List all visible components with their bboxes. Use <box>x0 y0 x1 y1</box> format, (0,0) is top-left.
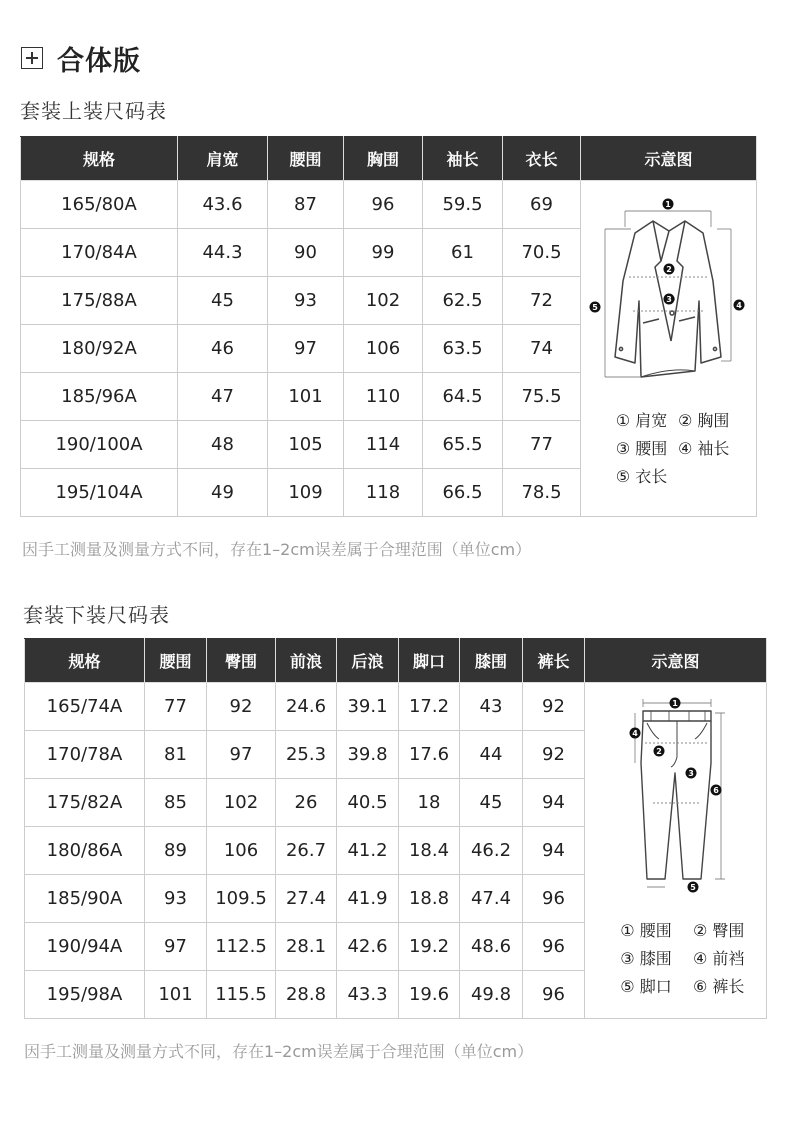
header-hip: 臀围 <box>207 639 276 683</box>
jacket-diagram <box>581 181 755 515</box>
measurement-cell: 114 <box>344 421 423 469</box>
measurement-cell: 99 <box>344 229 423 277</box>
measurement-cell: 46.2 <box>460 827 523 875</box>
size-spec-cell: 175/82A <box>25 779 145 827</box>
marker-1-label: 1 <box>665 200 671 209</box>
measurement-cell: 66.5 <box>423 469 503 517</box>
measurement-cell: 49.8 <box>460 971 523 1019</box>
measurement-cell: 110 <box>344 373 423 421</box>
measurement-cell: 96 <box>523 875 585 923</box>
measurement-cell: 63.5 <box>423 325 503 373</box>
measurement-cell: 49 <box>178 469 268 517</box>
measurement-cell: 92 <box>523 731 585 779</box>
diagram-cell <box>581 181 757 517</box>
header-leg-opening: 脚口 <box>399 639 460 683</box>
legend-leg-opening: ⑤ 脚口 <box>620 977 672 996</box>
measurement-cell: 17.2 <box>399 683 460 731</box>
measurement-cell: 17.6 <box>399 731 460 779</box>
marker-2-label: 2 <box>656 747 662 756</box>
bottom-size-table <box>24 638 767 1019</box>
measurement-cell: 118 <box>344 469 423 517</box>
measurement-cell: 27.4 <box>276 875 337 923</box>
top-size-table <box>20 136 757 517</box>
measurement-cell: 62.5 <box>423 277 503 325</box>
marker-5-label: 5 <box>690 883 696 892</box>
measurement-cell: 44 <box>460 731 523 779</box>
size-spec-cell: 165/74A <box>25 683 145 731</box>
measurement-cell: 106 <box>344 325 423 373</box>
fit-title: 合体版 <box>57 45 141 77</box>
legend-hip: ② 臀围 <box>693 921 745 940</box>
header-spec: 规格 <box>21 137 178 181</box>
measurement-cell: 101 <box>145 971 207 1019</box>
measurement-cell: 40.5 <box>337 779 399 827</box>
measurement-cell: 42.6 <box>337 923 399 971</box>
measurement-cell: 105 <box>268 421 344 469</box>
bottom-header-row <box>25 639 767 683</box>
measurement-cell: 48 <box>178 421 268 469</box>
size-spec-cell: 170/78A <box>25 731 145 779</box>
measurement-cell: 75.5 <box>503 373 581 421</box>
size-spec-cell: 195/98A <box>25 971 145 1019</box>
measurement-cell: 43.6 <box>178 181 268 229</box>
header-back-rise: 后浪 <box>337 639 399 683</box>
measurement-cell: 18.8 <box>399 875 460 923</box>
plus-icon <box>21 47 43 69</box>
measurement-cell: 96 <box>523 971 585 1019</box>
measurement-cell: 92 <box>523 683 585 731</box>
measurement-cell: 102 <box>207 779 276 827</box>
top-header-row <box>21 137 757 181</box>
measurement-cell: 93 <box>268 277 344 325</box>
measurement-cell: 18 <box>399 779 460 827</box>
legend-waist: ① 腰围 <box>620 921 672 940</box>
header-shoulder: 肩宽 <box>178 137 268 181</box>
measurement-cell: 72 <box>503 277 581 325</box>
measurement-cell: 93 <box>145 875 207 923</box>
measurement-cell: 94 <box>523 779 585 827</box>
marker-5-label: 5 <box>592 303 598 312</box>
measurement-cell: 90 <box>268 229 344 277</box>
header-front-rise: 前浪 <box>276 639 337 683</box>
measurement-cell: 19.2 <box>399 923 460 971</box>
header-waist: 腰围 <box>268 137 344 181</box>
measurement-cell: 46 <box>178 325 268 373</box>
measurement-cell: 89 <box>145 827 207 875</box>
measurement-cell: 24.6 <box>276 683 337 731</box>
jacket-legend <box>605 407 729 491</box>
marker-6-label: 6 <box>713 786 719 795</box>
size-spec-cell: 185/90A <box>25 875 145 923</box>
jacket-illustration-icon <box>581 181 755 391</box>
measurement-cell: 109 <box>268 469 344 517</box>
marker-1-label: 1 <box>672 699 678 708</box>
measurement-cell: 43.3 <box>337 971 399 1019</box>
measurement-cell: 92 <box>207 683 276 731</box>
measurement-cell: 97 <box>145 923 207 971</box>
marker-4-label: 4 <box>632 729 638 738</box>
diagram-cell <box>585 683 767 1019</box>
measurement-cell: 115.5 <box>207 971 276 1019</box>
measurement-cell: 112.5 <box>207 923 276 971</box>
measurement-cell: 44.3 <box>178 229 268 277</box>
measurement-cell: 59.5 <box>423 181 503 229</box>
measurement-cell: 106 <box>207 827 276 875</box>
measurement-cell: 64.5 <box>423 373 503 421</box>
bottom-size-table-title: 套装下装尺码表 <box>23 603 170 627</box>
size-spec-cell: 190/94A <box>25 923 145 971</box>
legend-shoulder: ① 肩宽 <box>615 411 668 430</box>
size-spec-cell: 190/100A <box>21 421 178 469</box>
measurement-cell: 28.1 <box>276 923 337 971</box>
measurement-cell: 47.4 <box>460 875 523 923</box>
pants-illustration-icon <box>585 683 765 893</box>
measurement-cell: 45 <box>460 779 523 827</box>
measurement-cell: 47 <box>178 373 268 421</box>
legend-knee: ③ 膝围 <box>620 949 672 968</box>
measurement-cell: 39.8 <box>337 731 399 779</box>
marker-4-label: 4 <box>736 301 742 310</box>
marker-2-label: 2 <box>666 265 672 274</box>
measurement-cell: 39.1 <box>337 683 399 731</box>
measurement-cell: 48.6 <box>460 923 523 971</box>
header-length: 衣长 <box>503 137 581 181</box>
legend-front-rise: ④ 前裆 <box>693 949 745 968</box>
measurement-cell: 81 <box>145 731 207 779</box>
legend-waist: ③ 腰围 <box>615 439 668 458</box>
size-spec-cell: 175/88A <box>21 277 178 325</box>
measurement-cell: 26 <box>276 779 337 827</box>
measurement-cell: 109.5 <box>207 875 276 923</box>
measurement-cell: 77 <box>145 683 207 731</box>
measurement-cell: 25.3 <box>276 731 337 779</box>
measurement-cell: 97 <box>207 731 276 779</box>
top-note: 因手工测量及测量方式不同，存在1–2cm误差属于合理范围（单位cm） <box>22 540 532 559</box>
measurement-cell: 101 <box>268 373 344 421</box>
measurement-cell: 26.7 <box>276 827 337 875</box>
header-spec: 规格 <box>25 639 145 683</box>
size-spec-cell: 180/86A <box>25 827 145 875</box>
legend-length: ⑤ 衣长 <box>615 467 668 486</box>
header-knee: 膝围 <box>460 639 523 683</box>
measurement-cell: 96 <box>523 923 585 971</box>
measurement-cell: 41.9 <box>337 875 399 923</box>
measurement-cell: 43 <box>460 683 523 731</box>
size-spec-cell: 195/104A <box>21 469 178 517</box>
legend-pants-length: ⑥ 裤长 <box>693 977 745 996</box>
measurement-cell: 61 <box>423 229 503 277</box>
legend-sleeve: ④ 袖长 <box>678 439 730 458</box>
measurement-cell: 74 <box>503 325 581 373</box>
legend-chest: ② 胸围 <box>678 411 730 430</box>
marker-3-label: 3 <box>688 769 694 778</box>
pants-legend <box>599 917 744 1001</box>
measurement-cell: 94 <box>523 827 585 875</box>
header-pants-length: 裤长 <box>523 639 585 683</box>
size-spec-cell: 165/80A <box>21 181 178 229</box>
size-spec-cell: 170/84A <box>21 229 178 277</box>
measurement-cell: 19.6 <box>399 971 460 1019</box>
size-spec-cell: 180/92A <box>21 325 178 373</box>
table-row <box>25 683 767 731</box>
pants-diagram <box>585 683 765 1017</box>
measurement-cell: 102 <box>344 277 423 325</box>
measurement-cell: 69 <box>503 181 581 229</box>
measurement-cell: 65.5 <box>423 421 503 469</box>
measurement-cell: 28.8 <box>276 971 337 1019</box>
measurement-cell: 70.5 <box>503 229 581 277</box>
header-diagram: 示意图 <box>581 137 757 181</box>
fit-header <box>21 40 141 76</box>
header-waist: 腰围 <box>145 639 207 683</box>
size-spec-cell: 185/96A <box>21 373 178 421</box>
header-chest: 胸围 <box>344 137 423 181</box>
top-size-table-title: 套装上装尺码表 <box>20 99 167 123</box>
measurement-cell: 78.5 <box>503 469 581 517</box>
measurement-cell: 45 <box>178 277 268 325</box>
measurement-cell: 18.4 <box>399 827 460 875</box>
measurement-cell: 87 <box>268 181 344 229</box>
measurement-cell: 96 <box>344 181 423 229</box>
table-row <box>21 181 757 229</box>
measurement-cell: 97 <box>268 325 344 373</box>
header-sleeve: 袖长 <box>423 137 503 181</box>
measurement-cell: 77 <box>503 421 581 469</box>
bottom-note: 因手工测量及测量方式不同，存在1–2cm误差属于合理范围（单位cm） <box>24 1042 534 1061</box>
marker-3-label: 3 <box>666 295 672 304</box>
header-diagram: 示意图 <box>585 639 767 683</box>
measurement-cell: 41.2 <box>337 827 399 875</box>
measurement-cell: 85 <box>145 779 207 827</box>
